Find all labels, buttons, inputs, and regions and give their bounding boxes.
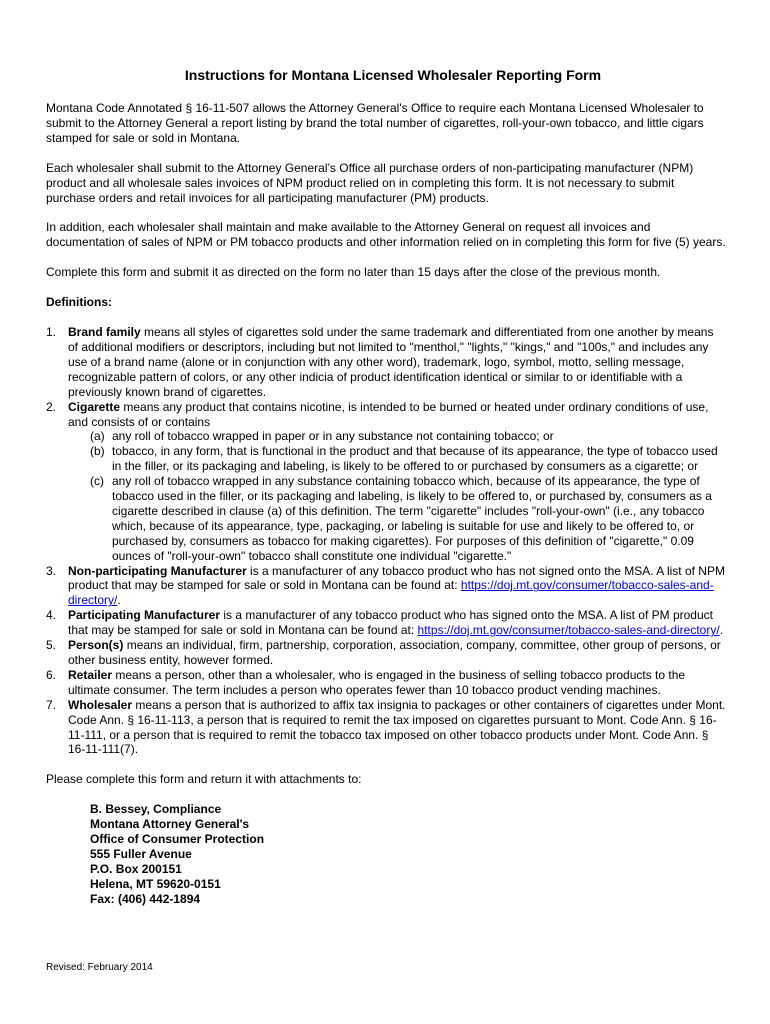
definition-text: means any product that contains nicotine, is intended to be burned or heated under ordinary conditions of use, and consists of or contains: [68, 399, 709, 429]
definition-term: Non-participating Manufacturer: [68, 563, 247, 578]
definition-item: [46, 638, 726, 668]
clause-letter: (a): [90, 429, 105, 444]
intro-paragraph-4: Complete this form and submit it as directed on the form no later than 15 days after the close of the previous month.: [46, 265, 661, 280]
clause-letter: (b): [90, 444, 105, 459]
definition-number: 2.: [46, 399, 57, 414]
clause-text: any roll of tobacco wrapped in paper or in any substance not containing tobacco; or: [112, 429, 554, 444]
pm-directory-link[interactable]: https://doj.mt.gov/consumer/tobacco-sales-and-directory/: [417, 623, 720, 638]
document-title: Instructions for Montana Licensed Wholesaler Reporting Form: [184, 67, 602, 83]
definition-item: [46, 400, 726, 564]
address-line: P.O. Box 200151: [90, 861, 182, 876]
address-line: B. Bessey, Compliance: [90, 802, 222, 817]
clause-text: any roll of tobacco wrapped in any substance containing tobacco which, because of its appearance, the type of tobacco used in the filler, or its packaging and labeling, is likely to be offered to, or purchased by, consumers as a cigarette described in clause (a) of this definition. The term "cigarette" includes "roll-your-own" (i.e., any tobacco which, because of its appearance, type, packaging, or labeling is suitable for use and likely to be offered to, or purchased by, consumers as tobacco for making cigarettes). For purposes of this definition of "cigarette," 0.09 ounces of "roll-your-own" tobacco shall constitute one individual "cigarette.": [112, 474, 712, 563]
definition-text: means all styles of cigarettes sold under the same trademark and differentiated from one another by means of additional modifiers or descriptors, including but not limited to "menthol," "lights," "kings," and "100s," and includes any use of a brand name (alone or in conjunction with any other word), trademark, logo, symbol, motto, selling message, recognizable pattern of colors, or any other indicia of product identification identical or similar to or identifiable with a previously known brand of cigarettes.: [68, 325, 714, 399]
mailing-address: [46, 802, 726, 906]
definition-number: 6.: [46, 667, 57, 682]
address-line: Office of Consumer Protection: [90, 832, 265, 847]
definition-text: is a manufacturer of any tobacco product who has signed onto the MSA. A list of PM product that may be stamped for sale or sold in Montana can be found at:: [68, 608, 713, 638]
definition-number: 7.: [46, 697, 57, 712]
definition-item: [46, 325, 726, 400]
clause-text: tobacco, in any form, that is functional in the product and that because of its appearance, the type of tobacco used in the filler, or its packaging and labeling, is likely to be offered to or purchased by consumers as a cigarette; or: [112, 444, 718, 474]
definition-term: Participating Manufacturer: [68, 608, 221, 623]
clause-item: [90, 444, 726, 474]
definition-text: means a person that is authorized to affix tax insignia to packages or other containers of cigarettes under Mont. Code Ann. § 16-11-113, a person that is required to remit the tax imposed on cigarettes pursuant to Mont. Code Ann. § 16-11-111, or a person that is required to remit the tobacco tax imposed on other tobacco products under Mont. Code Ann. § 16-11-111(7).: [68, 697, 726, 757]
definition-text: is a manufacturer of any tobacco product who has not signed onto the MSA. A list of NPM product that may be stamped for sale or sold in Montana can be found at:: [68, 563, 725, 593]
definition-text: means an individual, firm, partnership, corporation, association, company, committee, other group of persons, or other business entity, however formed.: [68, 638, 721, 667]
definition-number: 4.: [46, 608, 57, 623]
address-line: 555 Fuller Avenue: [90, 846, 192, 861]
cigarette-clauses: [68, 429, 726, 563]
definition-text-end: .: [117, 593, 121, 608]
definition-item: [46, 668, 726, 698]
definitions-heading: Definitions:: [46, 295, 112, 310]
definition-term: Wholesaler: [68, 697, 133, 712]
definitions-list: [46, 325, 726, 757]
definition-term: Cigarette: [68, 399, 121, 414]
clause-item: [90, 474, 726, 563]
definition-item: [46, 698, 726, 758]
definition-term: Person(s): [68, 638, 124, 653]
definition-number: 3.: [46, 563, 57, 578]
clause-letter: (c): [90, 474, 104, 489]
intro-paragraph-1: Montana Code Annotated § 16-11-507 allows the Attorney General's Office to require each Montana Licensed Wholesaler to submit to the Attorney General a report listing by brand the total number of cigarettes, roll-your-own tobacco, and little cigars stamped for sale or sold in Montana.: [46, 101, 704, 145]
address-line: Montana Attorney General's: [90, 817, 250, 832]
definition-text-end: .: [719, 623, 724, 638]
intro-paragraph-2: Each wholesaler shall submit to the Attorney General’s Office all purchase orders of non-participating manufacturer (NPM) product and all wholesale sales invoices of NPM product relied on in completing this form. It is not necessary to submit purchase orders and retail invoices for all participating manufacturer (PM) products.: [46, 160, 694, 205]
revision-date: Revised: February 2014: [46, 962, 153, 973]
address-line: Helena, MT 59620-0151: [90, 876, 221, 891]
clause-item: [90, 429, 726, 444]
definition-term: Brand family: [68, 325, 141, 340]
closing-instruction: Please complete this form and return it with attachments to:: [46, 772, 362, 787]
intro-paragraph-3: In addition, each wholesaler shall maintain and make available to the Attorney General on request all invoices and documentation of sales of NPM or PM tobacco products and other information relied on in completing this form for five (5) years.: [46, 220, 726, 250]
address-line: Fax: (406) 442-1894: [90, 891, 201, 906]
document-page: [46, 67, 726, 907]
npm-directory-link[interactable]: https://doj.mt.gov/consumer/tobacco-sales-and-directory/: [68, 578, 714, 608]
definition-number: 1.: [46, 325, 57, 340]
definition-term: Retailer: [68, 667, 113, 682]
definition-number: 5.: [46, 638, 57, 653]
definition-text: means a person, other than a wholesaler, who is engaged in the business of selling tobacco products to the ultimate consumer. The term includes a person who operates fewer than 10 tobacco product vending machines.: [68, 667, 686, 697]
definition-item: [46, 608, 726, 638]
definition-item: [46, 564, 726, 609]
